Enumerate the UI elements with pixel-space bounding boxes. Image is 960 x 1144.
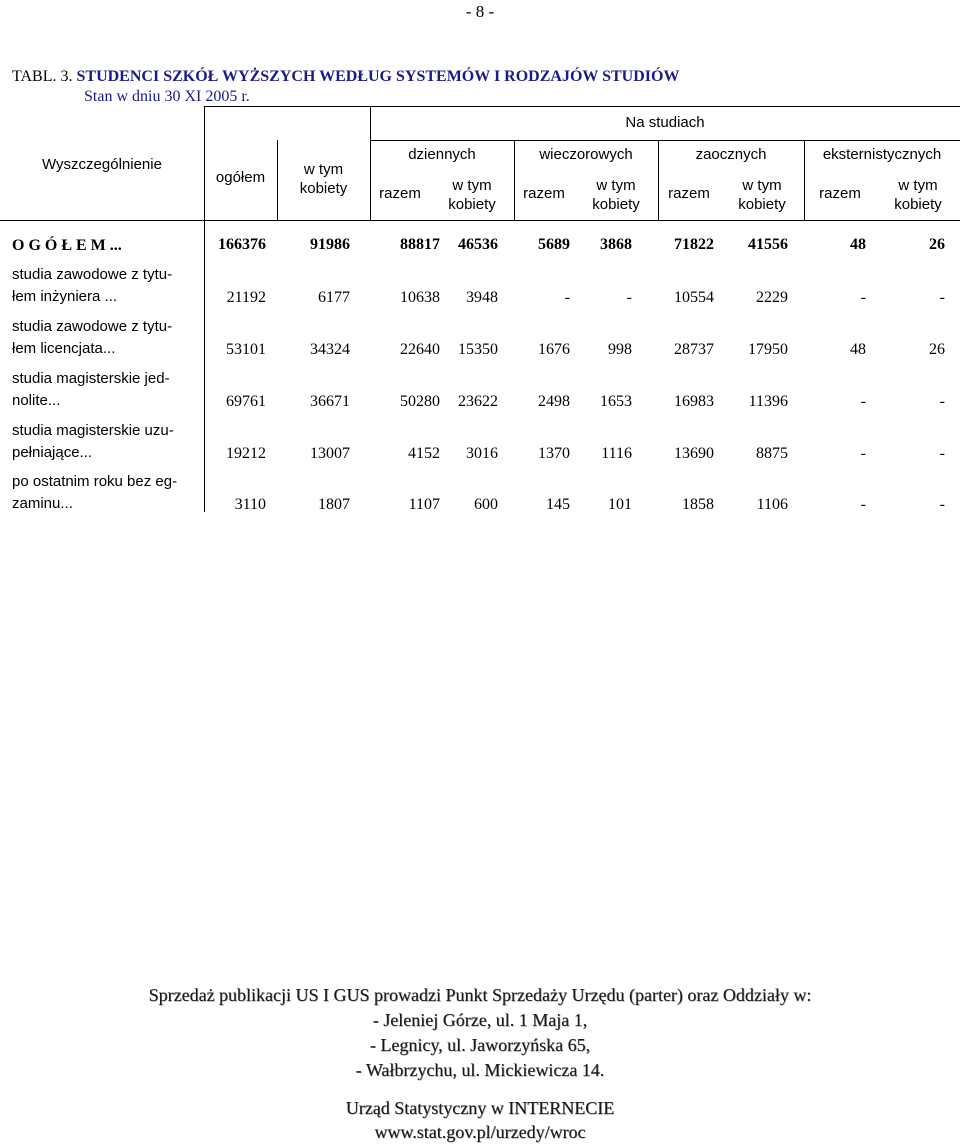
header-top-rule <box>204 106 960 107</box>
header-w-tym: w tym <box>452 177 492 194</box>
table-cell: 1807 <box>318 496 350 513</box>
table-cell: 36671 <box>310 393 350 410</box>
header-kobiety: kobiety <box>738 196 786 213</box>
table-cell: - <box>860 289 866 306</box>
footer-sales-info: Sprzedaż publikacji US I GUS prowadzi Punkt Sprzedaży Urzędu (parter) oraz Oddziały w: <box>148 985 812 1005</box>
table-cell: 23622 <box>458 393 498 410</box>
table-cell: - <box>939 496 945 513</box>
row-label-line2: pełniające... <box>12 444 93 461</box>
table-cell: 1370 <box>538 445 570 462</box>
table-cell: 88817 <box>400 236 440 253</box>
table-cell: - <box>626 289 632 306</box>
row-label-line2: łem inżyniera ... <box>12 288 118 305</box>
table-cell: 998 <box>608 341 632 358</box>
header-bottom-rule <box>0 220 960 221</box>
footer-address-walbrzych: - Wałbrzychu, ul. Mickiewicza 14. <box>355 1060 605 1080</box>
table-cell: 13690 <box>674 445 714 462</box>
table-cell: 11396 <box>748 393 788 410</box>
table-cell: 69761 <box>226 393 266 410</box>
row-label-line1: po ostatnim roku bez eg- <box>12 473 178 490</box>
table-cell: 3868 <box>600 236 632 253</box>
table-cell: 19212 <box>226 445 266 462</box>
table-cell: 22640 <box>400 341 440 358</box>
table-cell: 3948 <box>466 289 498 306</box>
header-mid-rule <box>370 140 960 141</box>
table-cell: 48 <box>850 341 866 358</box>
header-w-tym: w tym <box>898 177 938 194</box>
table-cell: 3016 <box>466 445 498 462</box>
table-cell: 101 <box>608 496 632 513</box>
header-razem: razem <box>668 185 710 202</box>
table-cell: - <box>939 393 945 410</box>
table-cell: 2229 <box>756 289 788 306</box>
table-cell: 1676 <box>538 341 570 358</box>
page-number: - 8 - <box>465 2 495 21</box>
header-kobiety: kobiety <box>894 196 942 213</box>
header-razem: razem <box>523 185 565 202</box>
table-column-divider <box>204 220 205 512</box>
table-title-text: STUDENCI SZKÓŁ WYŻSZYCH WEDŁUG SYSTEMÓW I RODZAJÓW STUDIÓW <box>76 68 680 85</box>
table-cell: 5689 <box>538 236 570 253</box>
header-w-tym-kobiety <box>876 176 960 214</box>
table-cell: 28737 <box>674 341 714 358</box>
table-cell: 16983 <box>674 393 714 410</box>
table-cell: 53101 <box>226 341 266 358</box>
table-cell: 1107 <box>408 496 440 513</box>
header-w-tym: w tym <box>742 177 782 194</box>
table-cell: 145 <box>546 496 570 513</box>
header-kobiety: kobiety <box>299 180 348 197</box>
table-cell: - <box>939 445 945 462</box>
header-razem: razem <box>379 185 421 202</box>
header-w-tym-kobiety <box>720 176 804 214</box>
table-cell: 10554 <box>674 289 714 306</box>
row-label: O G Ó Ł E M ... <box>12 237 122 254</box>
table-cell: - <box>860 496 866 513</box>
table-title <box>12 68 679 86</box>
table-cell: 13007 <box>310 445 350 462</box>
table-cell: 91986 <box>310 236 350 253</box>
header-kobiety: kobiety <box>448 196 496 213</box>
footer-address-legnica: - Legnicy, ul. Jaworzyńska 65, <box>369 1035 591 1055</box>
table-cell: 166376 <box>218 236 266 253</box>
table-cell: - <box>564 289 570 306</box>
table-cell: 15350 <box>458 341 498 358</box>
table-cell: 50280 <box>400 393 440 410</box>
table-cell: 6177 <box>318 289 350 306</box>
table-cell: - <box>939 289 945 306</box>
header-divider <box>204 106 205 220</box>
table-cell: 600 <box>474 496 498 513</box>
header-w-tym: w tym <box>303 161 344 178</box>
header-eksternistycznych: eksternistycznych <box>822 146 942 163</box>
table-cell: - <box>860 445 866 462</box>
header-w-tym: w tym <box>596 177 636 194</box>
table-cell: 2498 <box>538 393 570 410</box>
table-cell: 34324 <box>310 341 350 358</box>
table-cell: 48 <box>850 236 866 253</box>
header-dziennych: dziennych <box>408 146 476 163</box>
table-cell: - <box>860 393 866 410</box>
table-cell: 21192 <box>226 289 266 306</box>
row-label-line1: studia magisterskie jed- <box>12 370 170 387</box>
table-cell: 4152 <box>408 445 440 462</box>
table-cell: 8875 <box>756 445 788 462</box>
table-cell: 1858 <box>682 496 714 513</box>
header-ogolem: ogółem <box>215 169 266 186</box>
table-cell: 10638 <box>400 289 440 306</box>
header-w-tym-kobiety <box>277 160 370 198</box>
table-cell: 1653 <box>600 393 632 410</box>
table-cell: 1116 <box>601 445 632 462</box>
header-w-tym-kobiety <box>574 176 658 214</box>
row-label-line2: nolite... <box>12 392 61 409</box>
header-wieczorowych: wieczorowych <box>539 146 633 163</box>
table-subtitle: Stan w dniu 30 XI 2005 r. <box>84 88 250 105</box>
header-w-tym-kobiety <box>430 176 514 214</box>
header-wyszczegolnienie: Wyszczególnienie <box>42 156 162 173</box>
row-label-line2: łem licencjata... <box>12 340 116 357</box>
table-cell: 17950 <box>748 341 788 358</box>
header-zaocznych: zaocznych <box>695 146 767 163</box>
row-label-line1: studia magisterskie uzu- <box>12 422 174 439</box>
row-label-line1: studia zawodowe z tytu- <box>12 318 173 335</box>
row-label-line2: zaminu... <box>12 495 73 512</box>
header-razem: razem <box>819 185 861 202</box>
table-cell: 41556 <box>748 236 788 253</box>
table-cell: 1106 <box>756 496 788 513</box>
table-cell: 71822 <box>674 236 714 253</box>
footer-internet-title: Urząd Statystyczny w INTERNECIE <box>345 1098 615 1118</box>
table-cell: 26 <box>929 341 945 358</box>
table-number: TABL. 3. <box>12 68 73 85</box>
table-cell: 46536 <box>458 236 498 253</box>
header-na-studiach: Na studiach <box>625 114 705 131</box>
table-cell: 26 <box>929 236 945 253</box>
header-kobiety: kobiety <box>592 196 640 213</box>
footer-address-jelenia-gora: - Jeleniej Górze, ul. 1 Maja 1, <box>372 1010 588 1030</box>
footer-website-link[interactable]: www.stat.gov.pl/urzedy/wroc <box>374 1122 586 1142</box>
table-cell: 3110 <box>234 496 266 513</box>
row-label-line1: studia zawodowe z tytu- <box>12 266 173 283</box>
